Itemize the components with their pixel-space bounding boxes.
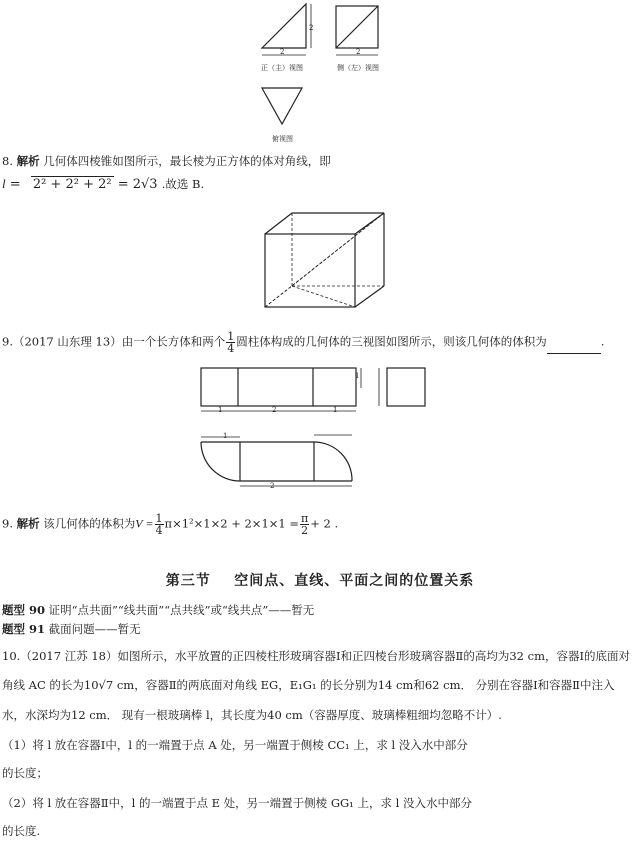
q8-formula-eq: = [9, 177, 21, 192]
side-view-label: 侧（左）视图 [337, 64, 379, 72]
topic-90-label: 题型 90 [2, 603, 46, 617]
q9-dim-1: 1 [218, 406, 223, 414]
q9-answer-blank[interactable] [547, 342, 601, 354]
q9-fraction-den: 4 [227, 342, 235, 355]
cube-figure [262, 210, 392, 310]
topic-91 [2, 622, 141, 636]
q9-answer-text: 该几何体的体积为 [43, 516, 136, 531]
q9-answer-frac1-num: 1 [155, 512, 163, 525]
q10-line-1: 10.（2017 江苏 18）如图所示，水平放置的正四棱柱形玻璃容器Ⅰ和正四棱台形玻璃容器Ⅱ的高均为32 cm，容器Ⅰ的底面对 [2, 649, 631, 663]
q9-dim-4: 1 [355, 372, 360, 380]
q9-text-after: 圆柱体构成的几何体的三视图如图所示，则该几何体的体积为 [236, 334, 547, 349]
three-view-figure [250, 0, 390, 150]
side-view-width: 2 [356, 48, 361, 56]
q10-line-3: 水，水深均为12 cm． 现有一根玻璃棒 l，其长度为40 cm（容器厚度、玻璃棒粗细均忽略不计）. [2, 708, 502, 722]
topic-90-text: 证明“点共面”“线共面”“点共线”或“线共点”——暂无 [48, 603, 315, 617]
q8-formula-tail: .故选 B. [161, 177, 205, 191]
q9-three-view-figure [195, 360, 435, 500]
topic-90 [2, 603, 314, 617]
q10-part1-line-2: 的长度； [2, 766, 48, 780]
q8-tag: 解析 [16, 154, 40, 168]
q8-text: 几何体四棱锥如图所示，最长棱为正方体的体对角线，即 [43, 154, 331, 168]
q9-answer-frac2-num: π [301, 512, 309, 525]
q9-answer-v: V = [135, 516, 154, 531]
topic-91-label: 题型 91 [2, 622, 46, 636]
q8-number: 8. [2, 154, 13, 168]
q8-formula [2, 176, 204, 193]
q8-formula-radicand: 2² + 2² + 2² [32, 177, 112, 192]
q9-number: 9. [2, 334, 13, 349]
front-view-label: 正（主）视图 [261, 64, 303, 72]
q9-answer-number: 9. [2, 516, 13, 531]
q9-answer [2, 513, 338, 536]
q9-answer-frac1-den: 4 [155, 524, 163, 537]
q8-analysis-line [2, 154, 331, 168]
q9-dim-2: 2 [272, 406, 277, 414]
q10-part1-line-1: （1）将 l 放在容器Ⅰ中，l 的一端置于点 A 处，另一端置于侧棱 CC₁ 上，求 l 没入水中部分 [2, 738, 468, 752]
q10-part2-line-1: （2）将 l 放在容器Ⅱ中，l 的一端置于点 E 处，另一端置于侧棱 GG₁ 上，求 l 没入水中部分 [2, 796, 472, 810]
front-view-height: 2 [309, 24, 314, 32]
q9-dim-5: 1 [223, 432, 228, 440]
topic-91-text: 截面问题——暂无 [48, 622, 141, 636]
q9-question [2, 331, 604, 354]
q9-dim-3: 1 [333, 406, 338, 414]
q10-line-2: 角线 AC 的长为10√7 cm，容器Ⅱ的两底面对角线 EG，E₁G₁ 的长分别为14 cm和62 cm． 分别在容器Ⅰ和容器Ⅱ中注入 [2, 678, 615, 692]
q9-source: （2017 山东理 13） [12, 334, 122, 349]
q9-answer-frac2-den: 2 [301, 524, 309, 537]
q9-answer-tail: + 2 . [310, 516, 339, 531]
q8-formula-lhs: l [2, 176, 6, 191]
q9-answer-middle: π×1²×1×2 + 2×1×1 = [164, 516, 300, 531]
q9-end-mark: . [600, 334, 605, 349]
front-view-width: 2 [280, 48, 285, 56]
q10-part2-line-2: 的长度. [2, 824, 41, 838]
q8-formula-rhs: = 2√3 [117, 177, 158, 192]
top-view-label: 俯视图 [272, 135, 293, 143]
section-title: 第三节 空间点、直线、平面之间的位置关系 [165, 573, 475, 589]
q9-fraction-num: 1 [227, 330, 235, 343]
q9-fraction [226, 331, 235, 354]
q9-answer-frac2 [300, 513, 309, 536]
q9-dim-6: 2 [270, 482, 275, 490]
q9-text-before: 由一个长方体和两个 [121, 334, 226, 349]
q9-answer-tag: 解析 [16, 516, 40, 531]
q9-answer-frac1 [155, 513, 164, 536]
